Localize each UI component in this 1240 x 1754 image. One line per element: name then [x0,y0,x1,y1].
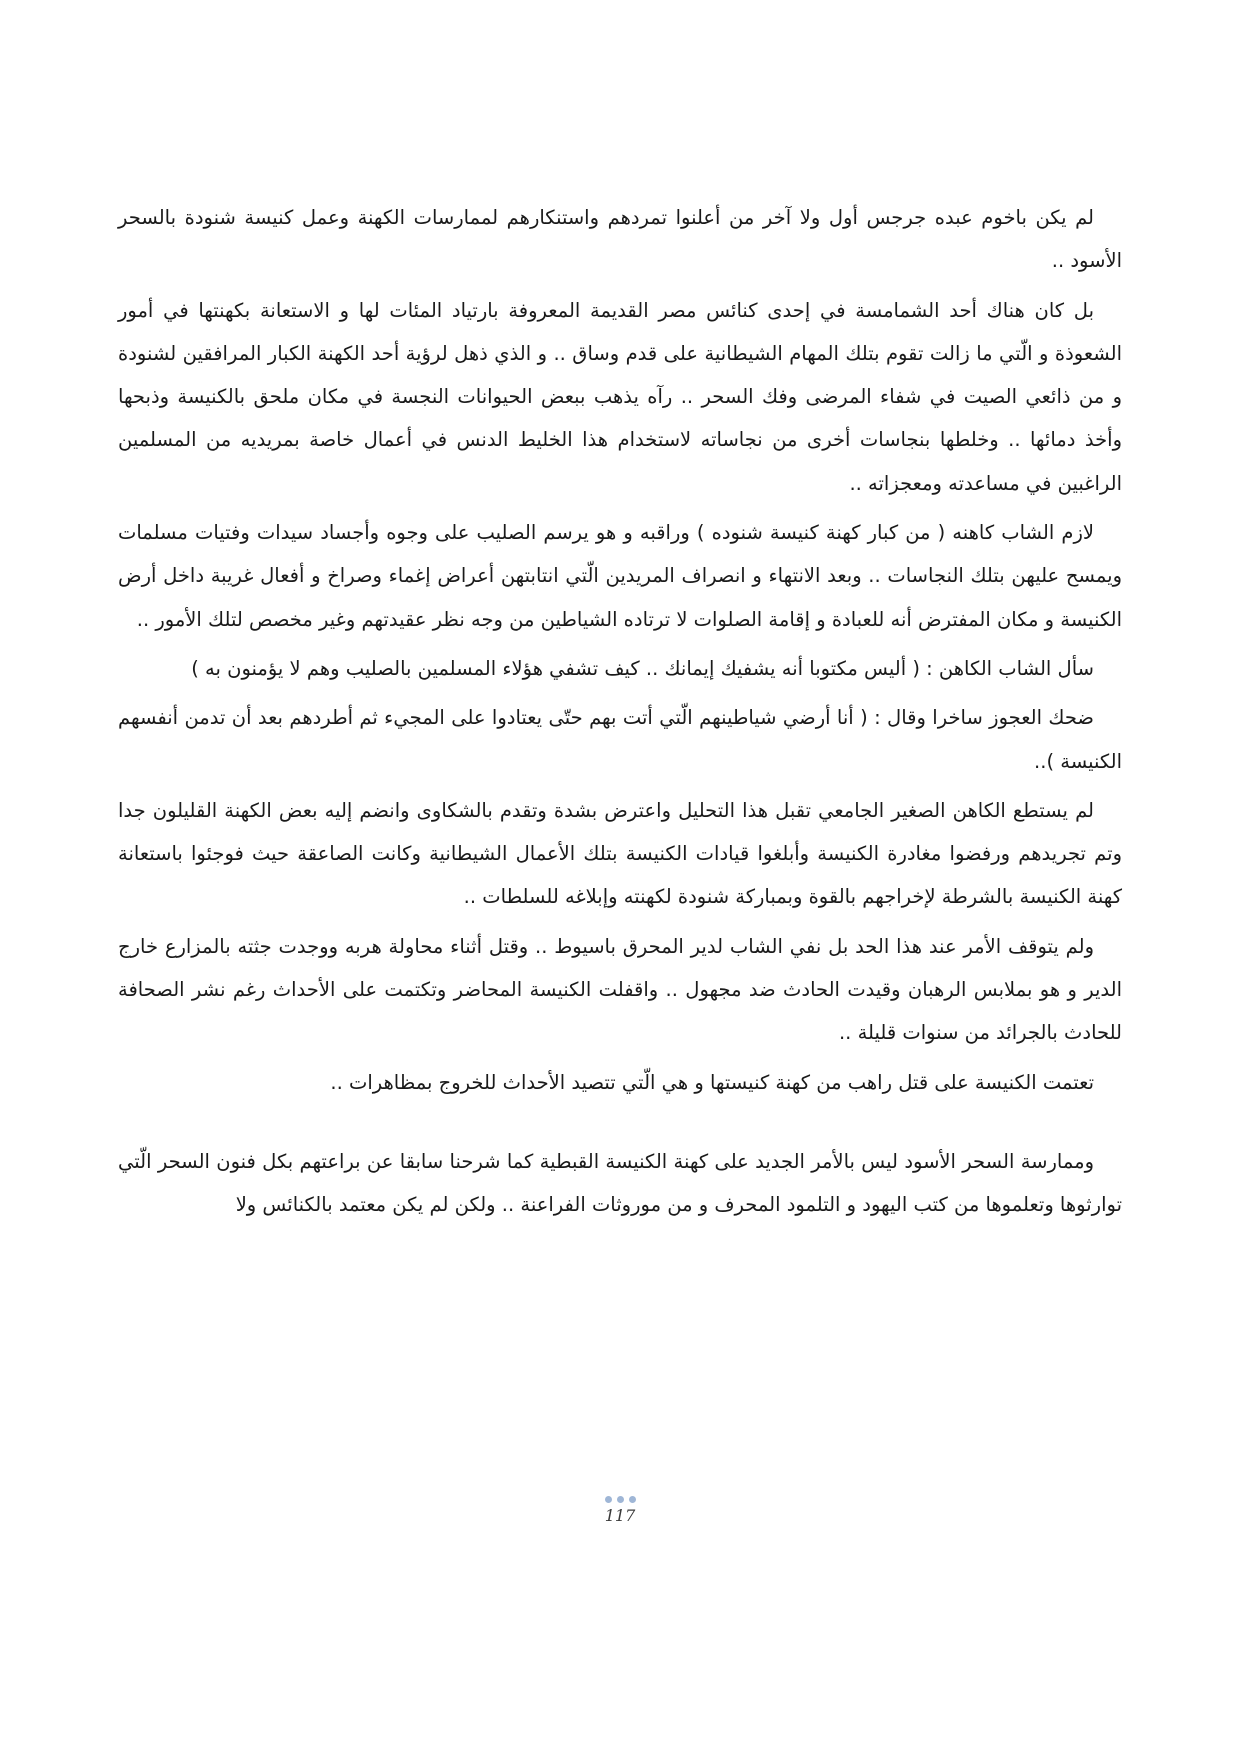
paragraph-6: لم يستطع الكاهن الصغير الجامعي تقبل هذا التحليل واعترض بشدة وتقدم بالشكاوى وانضم إليه بعض الكهنة القليلون جدا وتم تجريدهم ورفضوا مغادرة الكنيسة وأبلغوا قيادات الكنيسة بتلك الأعمال الشيطانية وكانت الصاعقة حيث فوجئوا باستعانة كهنة الكنيسة بالشرطة لإخراجهم بالقوة وبمباركة شنودة لكهنته وإبلاغه للسلطات .. [118,798,1122,909]
page-footer [0,1496,1240,1525]
paragraph-4: سأل الشاب الكاهن : ( أليس مكتوبا أنه يشفيك إيمانك .. كيف تشفي هؤلاء المسلمين بالصليب وهم لا يؤمنون به ) [191,656,1094,680]
paragraph-3: لازم الشاب كاهنه ( من كبار كهنة كنيسة شنوده ) وراقبه و هو يرسم الصليب على وجوه وأجساد سيدات وفتيات مسلمات ويمسح عليهن بتلك النجاسات .. وبعد الانتهاء و انصراف المريدين الّتي انتابتهن أعراض إغماء وصراخ و أفعال غريبة داخل أرض الكنيسة و مكان المفترض أنه للعبادة و إقامة الصلوات لا ترتاده الشياطين من وجه نظر عقيدتهم وغير مخصص لتلك الأمور .. [118,521,1122,631]
footer-dots-icon [0,1496,1240,1504]
paragraph-2: بل كان هناك أحد الشمامسة في إحدى كنائس مصر القديمة المعروفة بارتياد المئات لها و الاستعانة بكهنتها في أمور الشعوذة و الّتي ما زالت تقوم بتلك المهام الشيطانية على قدم وساق .. و الذي ذهل لرؤية أحد الكهنة الكبار المرافقين لشنودة و من ذائعي الصيت في شفاء المرضى وفك السحر .. رآه يذهب ببعض الحيوانات النجسة في مكان ملحق بالكنيسة وذبحها وأخذ دمائها .. وخلطها بنجاسات أخرى من نجاساته لاستخدام هذا الخليط الدنس في أعمال خاصة بمريديه من المسلمين الراغبين في مساعدته ومعجزاته .. [118,298,1122,495]
paragraph-5: ضحك العجوز ساخرا وقال : ( أنا أرضي شياطينهم الّتي أتت بهم حتّى يعتادوا على المجيء ثم أطردهم بعد أن تدمن أنفسهم الكنيسة ).. [118,706,1122,773]
dot-icon [605,1496,612,1503]
dot-icon [629,1496,636,1503]
body-text [118,196,1122,1233]
page-number: 117 [604,1506,636,1525]
dot-icon [617,1496,624,1503]
paragraph-8: تعتمت الكنيسة على قتل راهب من كهنة كنيستها و هي الّتي تتصيد الأحداث للخروج بمظاهرات .. [330,1070,1094,1094]
paragraph-9: وممارسة السحر الأسود ليس بالأمر الجديد على كهنة الكنيسة القبطية كما شرحنا سابقا عن براعتهم بكل فنون السحر الّتي توارثوها وتعلموها من كتب اليهود و التلمود المحرف و من موروثات الفراعنة .. ولكن لم يكن معتمد بالكنائس ولا [118,1149,1122,1217]
paragraph-1: لم يكن باخوم عبده جرجس أول ولا آخر من أعلنوا تمردهم واستنكارهم لممارسات الكهنة وعمل كنيسة شنودة بالسحر الأسود .. [118,206,1122,273]
paragraph-7: ولم يتوقف الأمر عند هذا الحد بل نفي الشاب لدير المحرق باسيوط .. وقتل أثناء محاولة هربه ووجدت جثته بالمزارع خارج الدير و هو بملابس الرهبان وقيدت الحادث ضد مجهول .. واقفلت الكنيسة المحاضر وتكتمت على الأحداث رغم نشر الصحافة للحادث بالجرائد من سنوات قليلة .. [118,934,1122,1045]
